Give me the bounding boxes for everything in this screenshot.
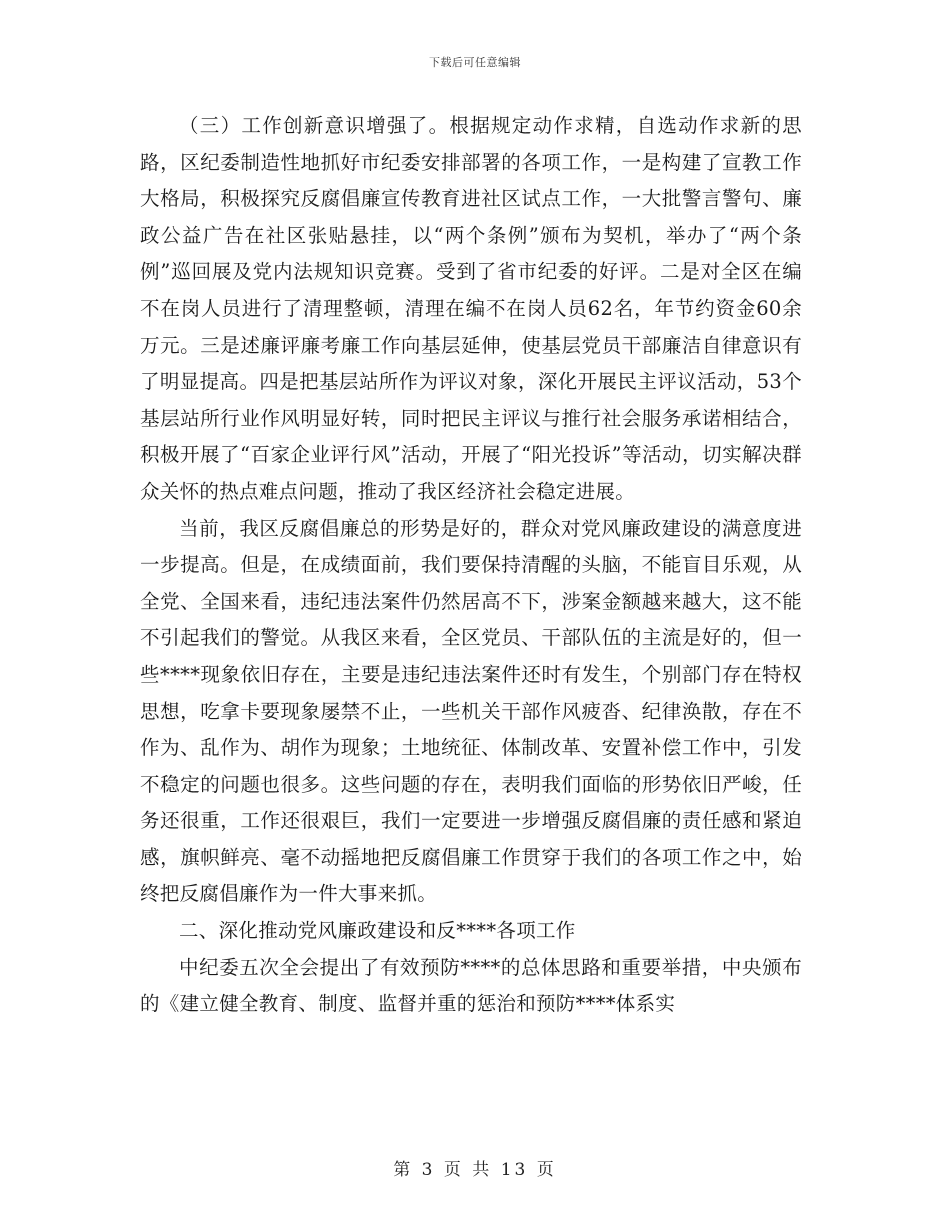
document-body [140, 108, 802, 1023]
page-header-note: 下载后可任意编辑 [429, 56, 521, 69]
section-heading-two: 二、深化推动党风廉政建设和反****各项工作 [179, 919, 576, 943]
paragraph-work-innovation: （三）工作创新意识增强了。根据规定动作求精，自选动作求新的思路，区纪委制造性地抓好市纪委安排部署的各项工作，一是构建了宣教工作大格局，积极探究反腐倡廉宣传教育进社区试点工作，一大批警言警句、廉政公益广告在社区张贴悬挂，以“两个条例”颁布为契机，举办了“两个条例”巡回展及党内法规知识竞赛。受到了省市纪委的好评。二是对全区在编不在岗人员进行了清理整顿，清理在编不在岗人员62名，年节约资金60余万元。三是述廉评廉考廉工作向基层延伸，使基层党员干部廉洁自律意识有了明显提高。四是把基层站所作为评议对象，深化开展民主评议活动，53个基层站所行业作风明显好转，同时把民主评议与推行社会服务承诺相结合，积极开展了“百家企业评行风”活动，开展了“阳光投诉”等活动，切实解决群众关怀的热点难点问题，推动了我区经济社会稳定进展。 [140, 114, 802, 503]
paragraph-central-commission: 中纪委五次全会提出了有效预防****的总体思路和重要举措，中央颁布的《建立健全教育、制度、监督并重的惩治和预防****体系实 [140, 955, 802, 1016]
paragraph-current-situation: 当前，我区反腐倡廉总的形势是好的，群众对党风廉政建设的满意度进一步提高。但是，在成绩面前，我们要保持清醒的头脑，不能盲目乐观，从全党、全国来看，违纪违法案件仍然居高不下，涉案金额越来越大，这不能不引起我们的警觉。从我区来看，全区党员、干部队伍的主流是好的，但一些****现象依旧存在，主要是违纪违法案件还时有发生，个别部门存在特权思想，吃拿卡要现象屡禁不止，一些机关干部作风疲沓、纪律涣散，存在不作为、乱作为、胡作为现象；土地统征、体制改革、安置补偿工作中，引发不稳定的问题也很多。这些问题的存在，表明我们面临的形势依旧严峻，任务还很重，工作还很艰巨，我们一定要进一步增强反腐倡廉的责任感和紧迫感，旗帜鲜亮、毫不动摇地把反腐倡廉工作贯穿于我们的各项工作之中，始终把反腐倡廉作为一件大事来抓。 [140, 516, 802, 906]
page-number: 第 3 页 共 13 页 [393, 1160, 557, 1180]
